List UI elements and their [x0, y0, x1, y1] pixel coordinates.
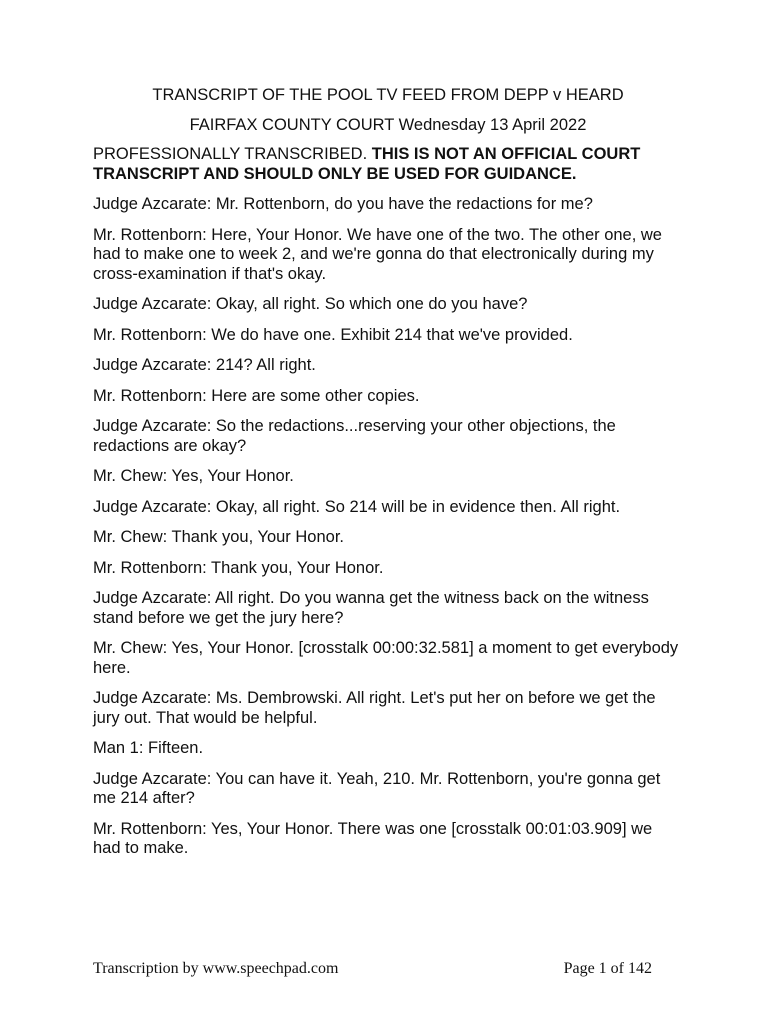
transcript-paragraph: Mr. Rottenborn: Here, Your Honor. We have one of the two. The other one, we had to make one to week 2, and we're gonna do that electronically during my cross-examination if that's okay.: [93, 225, 662, 283]
transcription-credit: Transcription by www.speechpad.com: [93, 960, 339, 977]
disclaimer: [93, 145, 683, 184]
transcript-paragraph: Judge Azcarate: Okay, all right. So 214 will be in evidence then. All right.: [93, 497, 621, 516]
transcript-paragraph: Judge Azcarate: All right. Do you wanna get the witness back on the witness stand before we get the jury here?: [93, 589, 649, 627]
transcript-paragraph: Man 1: Fifteen.: [93, 739, 204, 757]
transcript-paragraph: Judge Azcarate: So the redactions...reserving your other objections, the redactions are okay?: [93, 417, 616, 455]
transcript-paragraph: Mr. Chew: Yes, Your Honor.: [93, 467, 294, 485]
disclaimer-bold: THIS IS NOT AN OFFICIAL COURT TRANSCRIPT AND SHOULD ONLY BE USED FOR GUIDANCE.: [93, 145, 641, 183]
transcript-body: [93, 86, 683, 870]
transcript-paragraph: Mr. Rottenborn: Thank you, Your Honor.: [93, 558, 384, 577]
transcript-paragraph: Judge Azcarate: Mr. Rottenborn, do you have the redactions for me?: [93, 195, 593, 213]
transcript-paragraph: Judge Azcarate: Okay, all right. So which one do you have?: [93, 295, 528, 313]
disclaimer-plain: PROFESSIONALLY TRANSCRIBED.: [93, 145, 372, 163]
transcript-paragraph: Mr. Rottenborn: Yes, Your Honor. There was one [crosstalk 00:01:03.909] we had to make.: [93, 819, 653, 857]
transcript-paragraph: Judge Azcarate: 214? All right.: [93, 356, 316, 374]
transcript-paragraph: Mr. Rottenborn: Here are some other copies.: [93, 386, 420, 405]
transcript-paragraph: Mr. Rottenborn: We do have one. Exhibit 214 that we've provided.: [93, 325, 573, 344]
page-number: Page 1 of 142: [563, 960, 652, 977]
transcript-paragraph: Judge Azcarate: Ms. Dembrowski. All right. Let's put her on before we get the jury out. That would be helpful.: [93, 689, 656, 727]
transcript-paragraph: Judge Azcarate: You can have it. Yeah, 210. Mr. Rottenborn, you're gonna get me 214 after?: [93, 769, 661, 807]
court-date-line: FAIRFAX COUNTY COURT Wednesday 13 April 2022: [189, 115, 587, 134]
transcript-paragraph: Mr. Chew: Yes, Your Honor. [crosstalk 00:00:32.581] a moment to get everybody here.: [93, 639, 679, 677]
transcript-paragraph: Mr. Chew: Thank you, Your Honor.: [93, 528, 345, 546]
transcript-title: TRANSCRIPT OF THE POOL TV FEED FROM DEPP v HEARD: [152, 86, 624, 104]
